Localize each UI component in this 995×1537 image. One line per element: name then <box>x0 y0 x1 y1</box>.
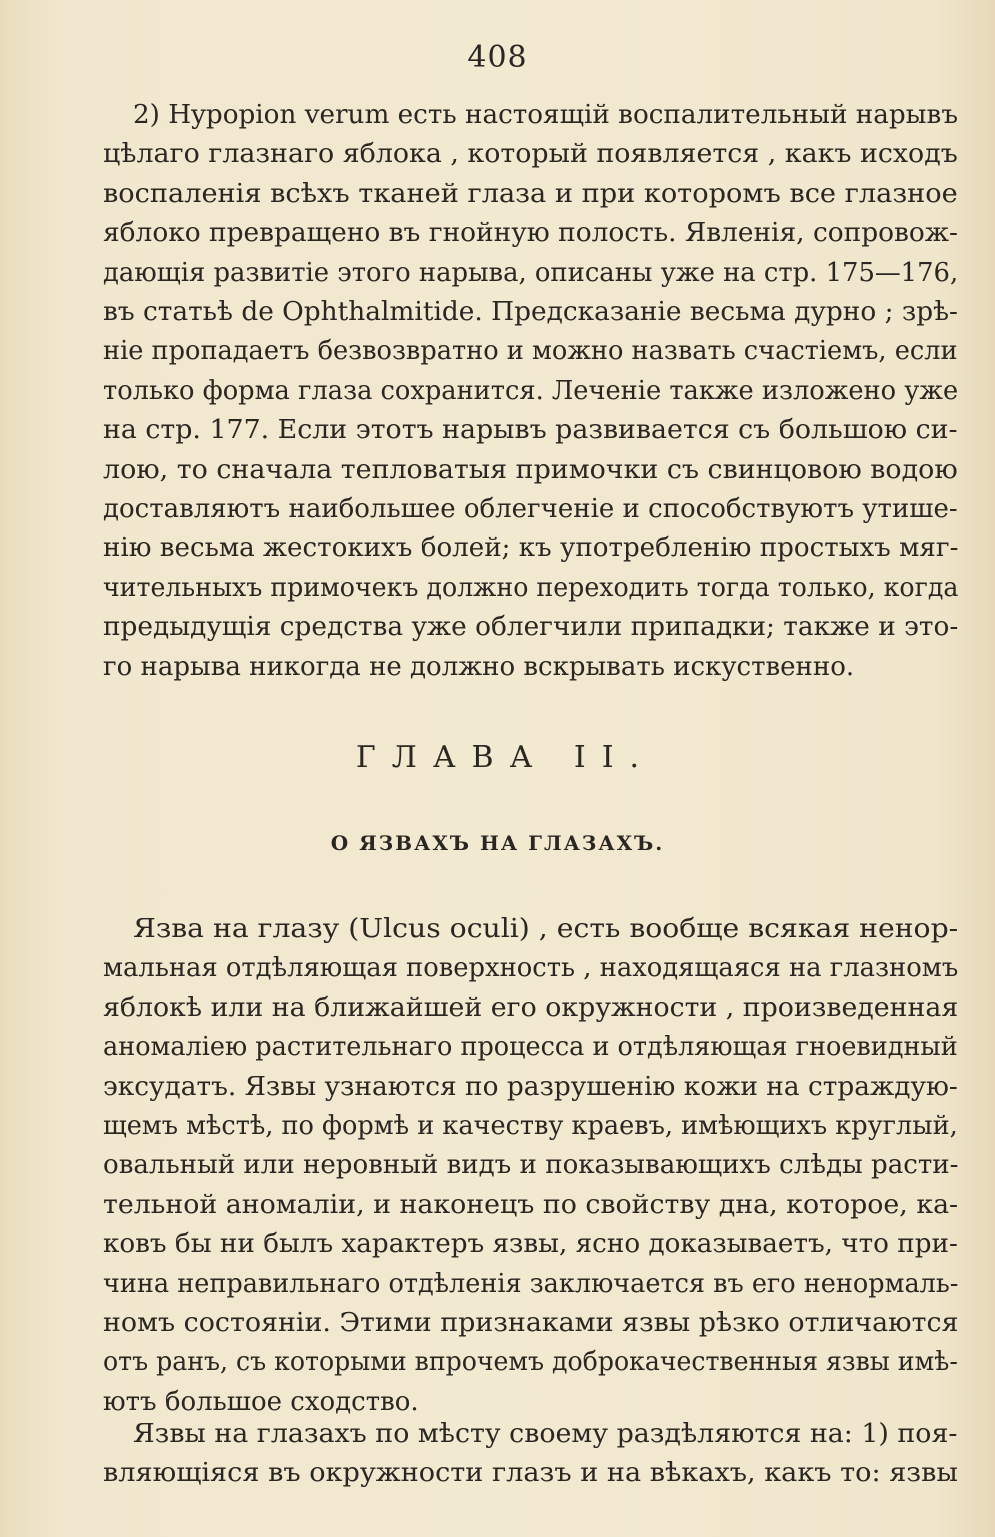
text-line: отъ ранъ, съ которыми впрочемъ доброкачественныя язвы имѣ- <box>103 1347 958 1378</box>
text-line: мальная отдѣляющая поверхность , находящаяся на глазномъ <box>103 953 959 984</box>
text-line: доставляютъ наибольшее облегченіе и способствуютъ утише- <box>103 494 958 524</box>
text-line: щемъ мѣстѣ, по формѣ и качеству краевъ, имѣющихъ круглый, <box>103 1111 958 1141</box>
text-line: чина неправильнаго отдѣленія заключается въ его ненормаль- <box>103 1268 959 1299</box>
text-line: яблоко превращено въ гнойную полость. Явленія, сопровож- <box>103 218 958 249</box>
text-line: нію весьма жестокихъ болей; къ употребленію простыхъ мяг- <box>103 533 959 564</box>
text-line: только форма глаза сохранится. Леченіе также изложено уже <box>103 375 959 406</box>
text-line: аномаліею растительнаго процесса и отдѣляющая гноевидный <box>103 1032 958 1063</box>
chapter-title: ГЛАВА II. <box>355 740 656 775</box>
text-line: яблокѣ или на ближайшей его окружности , произведенная <box>103 992 959 1023</box>
chapter-subtitle: О ЯЗВАХЪ НА ГЛАЗАХЪ. <box>330 831 665 855</box>
text-line: вляющіяся въ окружности глазъ и на вѣкахъ, какъ то: язвы <box>103 1458 958 1489</box>
text-line: 2) Hypopion verum есть настоящій воспалительный нарывъ <box>133 100 958 130</box>
text-line: дающія развитіе этого нарыва, описаны уже на стр. 175—176, <box>103 257 959 288</box>
text-line: Язвы на глазахъ по мѣсту своему раздѣляются на: 1) поя- <box>133 1419 958 1449</box>
text-line: воспаленія всѣхъ тканей глаза и при которомъ все глазное <box>103 178 958 209</box>
text-line: въ статьѣ de Ophthalmitide. Предсказаніе весьма дурно ; зрѣ- <box>103 297 958 327</box>
text-line: эксудатъ. Язвы узнаются по разрушенію кожи на страждую- <box>103 1071 958 1102</box>
text-line: номъ состояніи. Этими признаками язвы рѣзко отличаются <box>103 1308 959 1338</box>
text-line: ніе пропадаетъ безвозвратно и можно назвать счастіемъ, если <box>103 336 958 367</box>
text-line: чительныхъ примочекъ должно переходить тогда только, когда <box>103 572 959 603</box>
text-line: ютъ большое сходство. <box>103 1386 419 1417</box>
text-line: лою, то сначала тепловатыя примочки съ свинцовою водою <box>103 454 958 485</box>
text-line: тельной аномаліи, и наконецъ по свойству дна, которое, ка- <box>103 1189 959 1220</box>
text-line: на стр. 177. Если этотъ нарывъ развивается съ большою си- <box>103 415 958 446</box>
text-line: овальный или неровный видъ и показывающихъ слѣды расти- <box>103 1150 959 1181</box>
page-number: 408 <box>467 40 528 75</box>
text-line: цѣлаго глазнаго яблока , который появляется , какъ исходъ <box>103 139 958 170</box>
text-line: Язва на глазу (Ulcus oculi) , есть вообще всякая ненор- <box>133 914 959 944</box>
text-line: го нарыва никогда не должно вскрывать искуственно. <box>103 651 855 682</box>
text-line: ковъ бы ни былъ характеръ язвы, ясно доказываетъ, что при- <box>103 1229 958 1260</box>
text-line: предыдущія средства уже облегчили припадки; также и это- <box>103 612 959 643</box>
